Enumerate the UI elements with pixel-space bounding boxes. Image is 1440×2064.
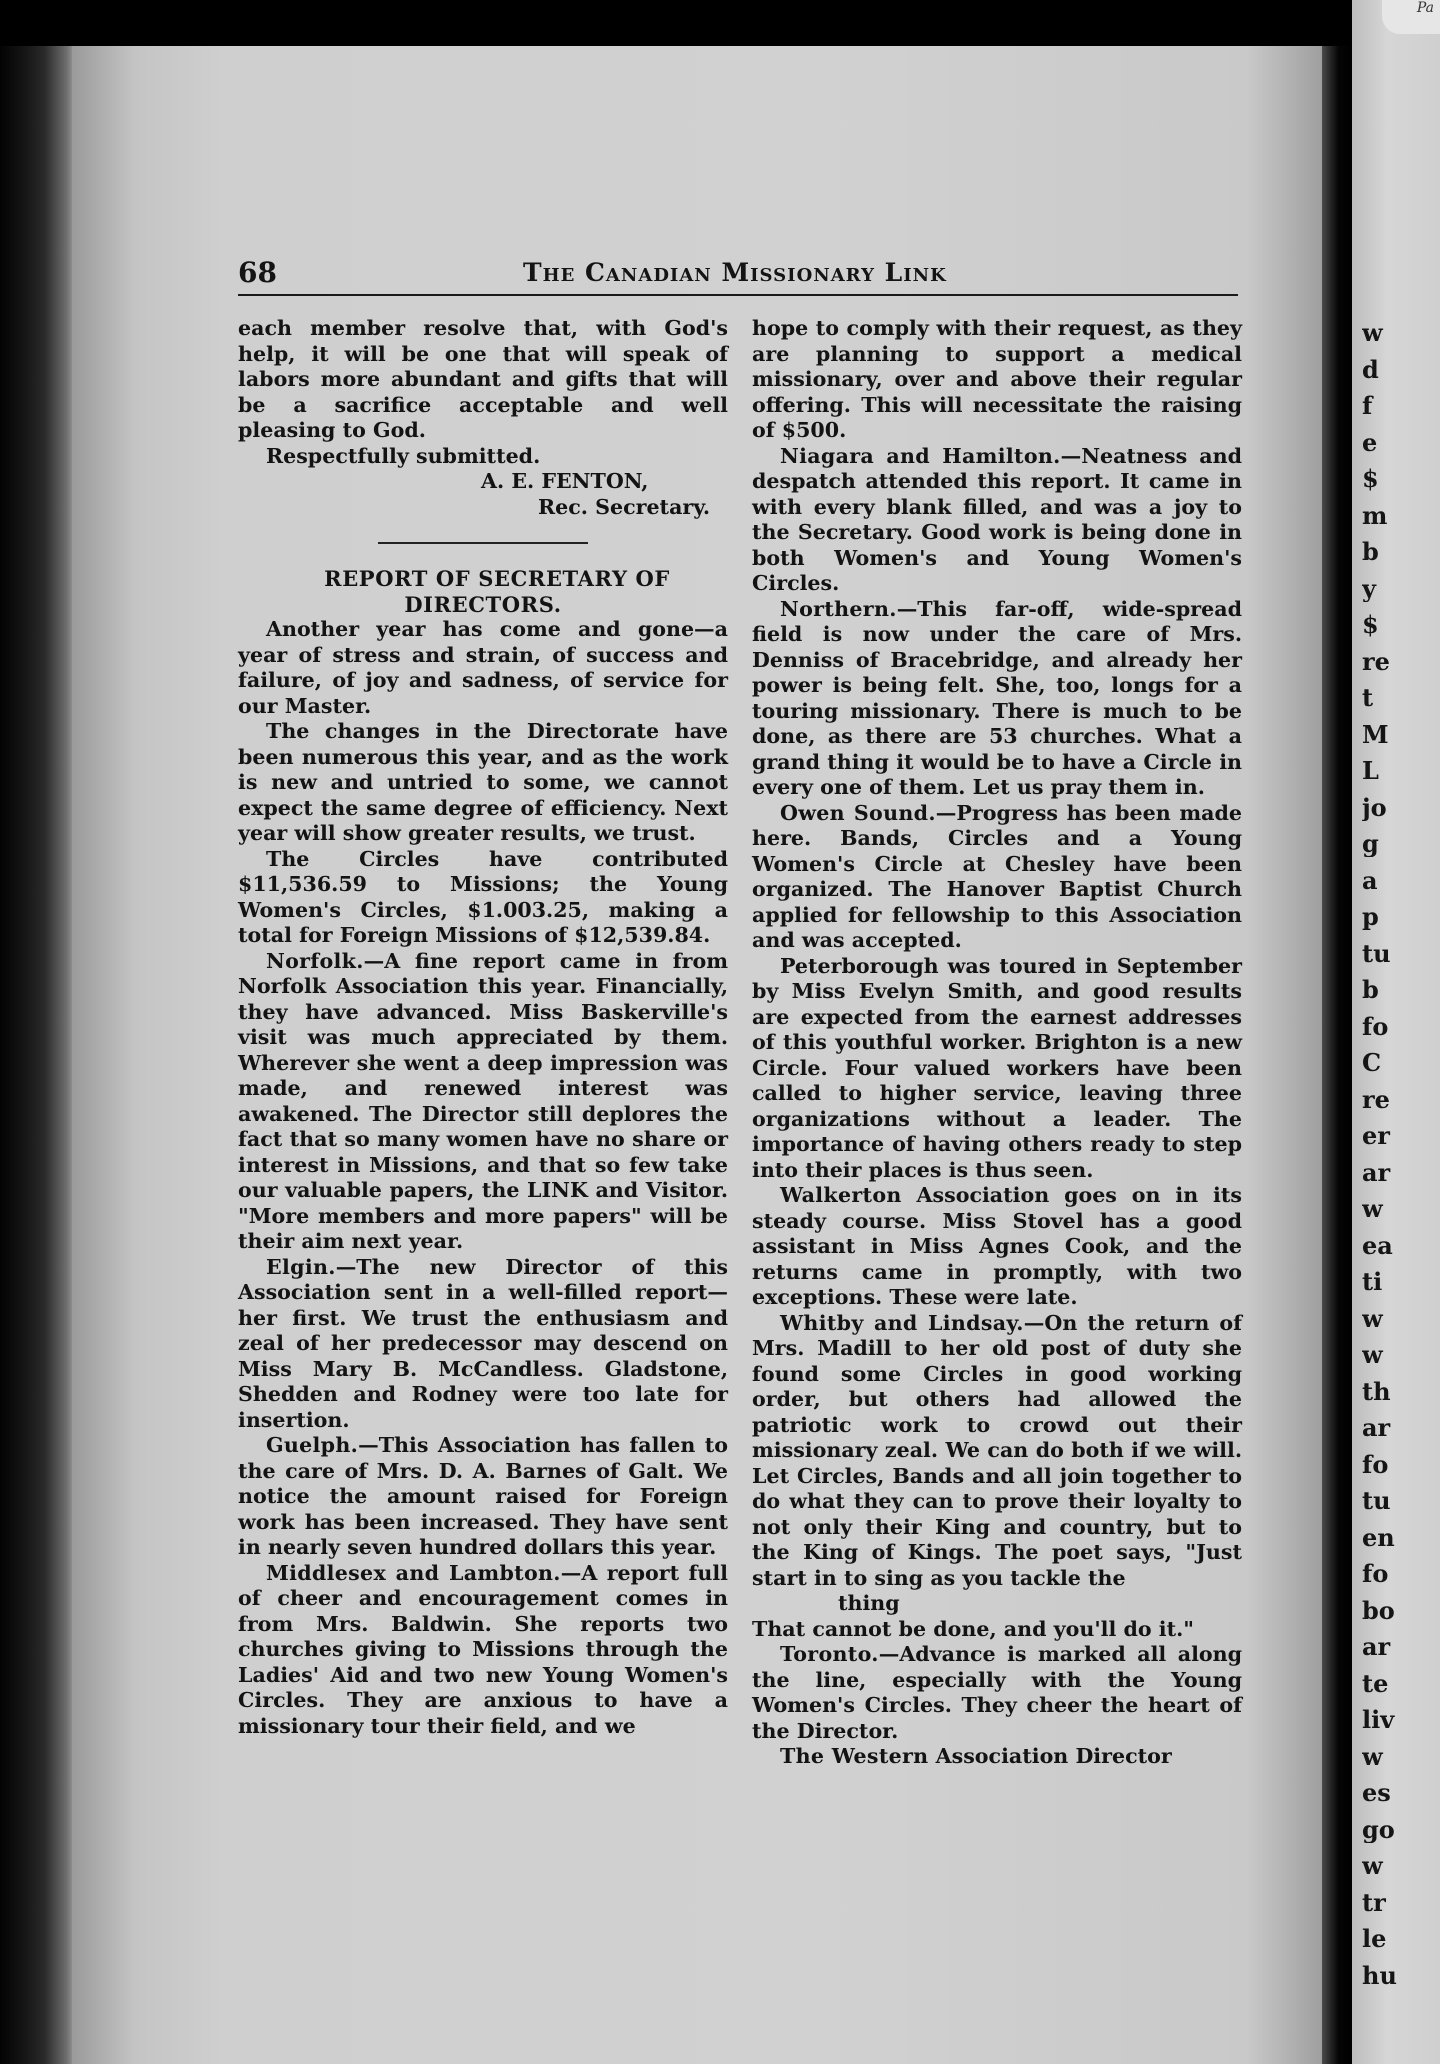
poem-word: thing xyxy=(838,1591,900,1615)
adjacent-page-fragment: w xyxy=(1362,320,1383,346)
lead-owen-sound: Owen Sound. xyxy=(780,800,936,825)
section-heading: REPORT OF SECRETARY OF DIRECTORS. xyxy=(324,566,670,617)
adjacent-page-fragment: ar xyxy=(1362,1415,1391,1441)
paragraph: The Circles have contributed $11,536.59 to Missions; the Young Women's Circles, $1.003.25, making a total for Foreign Missions of $12,539.84. xyxy=(238,846,728,947)
adjacent-page-fragment: w xyxy=(1362,1305,1383,1332)
paragraph-norfolk xyxy=(238,949,728,1255)
paragraph-elgin xyxy=(238,1255,728,1434)
adjacent-page-fragment: en xyxy=(1362,1524,1395,1551)
lead-toronto: Toronto. xyxy=(780,1642,879,1666)
paragraph: The changes in the Directorate have been numerous this year, and as the work is new and untried to some, we cannot expect the same degree of efficiency. Next year will show greater results, we trust. xyxy=(238,719,728,845)
adjacent-page-fragment: y xyxy=(1362,575,1376,602)
adjacent-page-fragment: m xyxy=(1362,502,1388,529)
lead-elgin: Elgin. xyxy=(266,1254,336,1279)
text-walkerton: Association goes on in its steady course. Miss Stovel has a good assistant in Miss Agnes Cook, and the returns came in promptly, with two exceptions. These were late. xyxy=(752,1183,1242,1309)
paragraph-niagara xyxy=(752,444,1242,597)
paragraph-guelph xyxy=(238,1433,728,1561)
adjacent-page-fragment: th xyxy=(1362,1378,1391,1405)
text-middlesex: —A report full of cheer and encouragement comes in from Mrs. Baldwin. She reports two churches giving to Missions through the Ladies' Aid and two new Young Women's Circles. They are anxious to have a missionary tour their field, and we xyxy=(238,1560,728,1738)
adjacent-page-fragment: C xyxy=(1362,1050,1382,1076)
adjacent-page-fragment: b xyxy=(1362,977,1379,1003)
scan-top-border xyxy=(0,0,1440,46)
adjacent-page-fragment: $ xyxy=(1362,466,1379,492)
adjacent-page-fragment: w xyxy=(1362,1743,1383,1770)
section-divider xyxy=(378,542,588,544)
paragraph-owen-sound xyxy=(752,801,1242,954)
adjacent-page-fragment: ti xyxy=(1362,1269,1383,1295)
adjacent-page-fragment: tr xyxy=(1362,1889,1386,1916)
adjacent-page-fragment: es xyxy=(1362,1780,1391,1806)
paragraph-middlesex xyxy=(238,1561,728,1740)
adjacent-page-fragment: bo xyxy=(1362,1597,1395,1624)
paragraph-whitby xyxy=(752,1311,1242,1592)
paragraph-northern xyxy=(752,597,1242,801)
poem-line: That cannot be done, and you'll do it." xyxy=(752,1616,1195,1641)
adjacent-page-corner: Pa xyxy=(1382,0,1440,34)
adjacent-page-fragment: hu xyxy=(1362,1962,1397,1989)
paragraph-opening: each member resolve that, with God's help, it will be one that will speak of labors more abundant and gifts that will be a sacrifice acceptable and well pleasing to God. xyxy=(238,316,728,442)
text-guelph: —This Association has fallen to the care of Mrs. D. A. Barnes of Galt. We notice the amount raised for Foreign work has been increased. They have sent in nearly seven hundred dollars this year. xyxy=(238,1433,728,1559)
paragraph-toronto xyxy=(752,1642,1242,1744)
adjacent-page-fragment: ea xyxy=(1362,1232,1393,1259)
text-norfolk: —A fine report came in from Norfolk Association this year. Financially, they have advanced. Miss Baskerville's visit was much appreciated by them. Wherever she went a deep impression was made, and renewed interest was awakened. The Director still deplores the fact that so many women have no share or interest in Missions, and that so few take our valuable papers, the LINK and Visitor. "More members and more papers" will be their aim next year. xyxy=(238,948,728,1253)
left-column xyxy=(238,316,728,1739)
text-whitby: —On the return of Mrs. Madill to her old post of duty she found some Circles in good working order, but others had allowed the patriotic work to crowd out their missionary zeal. We can do both if we will. Let Circles, Bands and all join together to do what they can to prove their loyalty to not only their King and country, but to the King of Kings. The poet says, "Just start in to sing as you tackle the xyxy=(752,1310,1242,1590)
text-elgin: —The new Director of this Association sent in a well-filled report—her first. We trust the enthusiasm and zeal of her predecessor may descend on Miss Mary B. McCandless. Gladstone, Shedden and Rodney were too late for insertion. xyxy=(238,1254,728,1432)
adjacent-page-fragment: L xyxy=(1362,758,1379,784)
adjacent-page-fragment: w xyxy=(1362,1196,1383,1222)
adjacent-page-fragment: go xyxy=(1362,1816,1395,1843)
adjacent-page-fragment: a xyxy=(1362,867,1378,894)
page-number: 68 xyxy=(238,256,277,289)
paragraph: Another year has come and gone—a year of stress and strain, of success and failure, of joy and sadness, of service for our Master. xyxy=(238,617,728,718)
adjacent-page-fragment: d xyxy=(1362,356,1379,383)
lead-western: The Western xyxy=(780,1744,929,1768)
adjacent-page-fragment: e xyxy=(1362,429,1378,456)
paragraph-peterborough: Peterborough was toured in September by Miss Evelyn Smith, and good results are expected from the earnest addresses of this youthful worker. Brighton is a new Circle. Four valued workers have been called to higher service, leaving three organizations without a leader. The importance of having others ready to step into their places is thus seen. xyxy=(752,953,1242,1182)
adjacent-page-fragment: g xyxy=(1362,831,1379,857)
paragraph-continuation: hope to comply with their request, as they are planning to support a medical missionary, over and above their regular offering. This will necessitate the raising of $500. xyxy=(752,316,1242,442)
lead-middlesex: Middlesex and Lambton. xyxy=(266,1560,561,1585)
adjacent-page-fragment: t xyxy=(1362,685,1374,711)
adjacent-page-fragment: te xyxy=(1362,1670,1389,1697)
lead-niagara: Niagara and Hamilton. xyxy=(780,443,1061,468)
adjacent-page-fragment: jo xyxy=(1362,794,1387,821)
lead-northern: Northern. xyxy=(780,596,897,621)
lead-walkerton: Walkerton xyxy=(780,1183,902,1207)
adjacent-page-fragment: fo xyxy=(1362,1013,1389,1040)
text-western: Association Director xyxy=(928,1744,1172,1768)
journal-title: The Canadian Missionary Link xyxy=(523,258,947,287)
text-northern: —This far-off, wide-spread field is now under the care of Mrs. Denniss of Bracebridge, and already her power is being felt. She, too, longs for a touring missionary. There is much to be done, as there are 53 churches. What a grand thing it would be to have a Circle in every one of them. Let us pray them in. xyxy=(752,596,1242,799)
adjacent-page-fragment: p xyxy=(1362,904,1379,930)
adjacent-page-fragment: w xyxy=(1362,1853,1383,1879)
adjacent-page-fragment: tu xyxy=(1362,940,1391,967)
lead-whitby: Whitby and Lindsay. xyxy=(780,1310,1024,1335)
text-niagara: —Neatness and despatch attended this report. It came in with every blank filled, and was a joy to the Secretary. Good work is being done in both Women's and Young Women's Circles. xyxy=(752,443,1242,595)
adjacent-page-fragment: ar xyxy=(1362,1634,1391,1660)
adjacent-page-fragment: w xyxy=(1362,1342,1383,1368)
adjacent-page-fragment: f xyxy=(1362,393,1373,419)
page-gutter xyxy=(1322,46,1352,2064)
adjacent-page-fragment: tu xyxy=(1362,1488,1391,1514)
adjacent-page-fragment: liv xyxy=(1362,1707,1395,1733)
text-owen-sound: —Progress has been made here. Bands, Circles and a Young Women's Circle at Chesley have been organized. The Hanover Baptist Church applied for fellowship to this Association and was accepted. xyxy=(752,800,1242,952)
lead-guelph: Guelph. xyxy=(266,1433,359,1457)
signature-name: A. E. FENTON, xyxy=(481,469,649,493)
lead-norfolk: Norfolk. xyxy=(266,948,364,973)
signature-title: Rec. Secretary. xyxy=(538,494,711,519)
adjacent-page-fragment: re xyxy=(1362,1086,1390,1113)
adjacent-page-fragment: b xyxy=(1362,539,1379,565)
adjacent-page-fragment: fo xyxy=(1362,1451,1389,1478)
text-toronto: —Advance is marked all along the line, especially with the Young Women's Circles. They cheer the heart of the Director. xyxy=(752,1642,1242,1743)
adjacent-page-fragment: fo xyxy=(1362,1561,1389,1587)
book-binding xyxy=(0,46,72,2064)
paragraph-western xyxy=(752,1744,1242,1770)
paragraph-walkerton xyxy=(752,1183,1242,1311)
adjacent-page-fragment: le xyxy=(1362,1926,1387,1952)
running-head xyxy=(238,254,1238,296)
adjacent-page-fragment: re xyxy=(1362,648,1390,675)
right-column xyxy=(752,316,1242,1770)
adjacent-page-fragment: er xyxy=(1362,1123,1390,1149)
adjacent-page-fragment: $ xyxy=(1362,612,1379,638)
adjacent-page-fragment: M xyxy=(1362,721,1389,748)
closing-line: Respectfully submitted. xyxy=(266,443,541,468)
adjacent-page-fragment: ar xyxy=(1362,1159,1391,1186)
